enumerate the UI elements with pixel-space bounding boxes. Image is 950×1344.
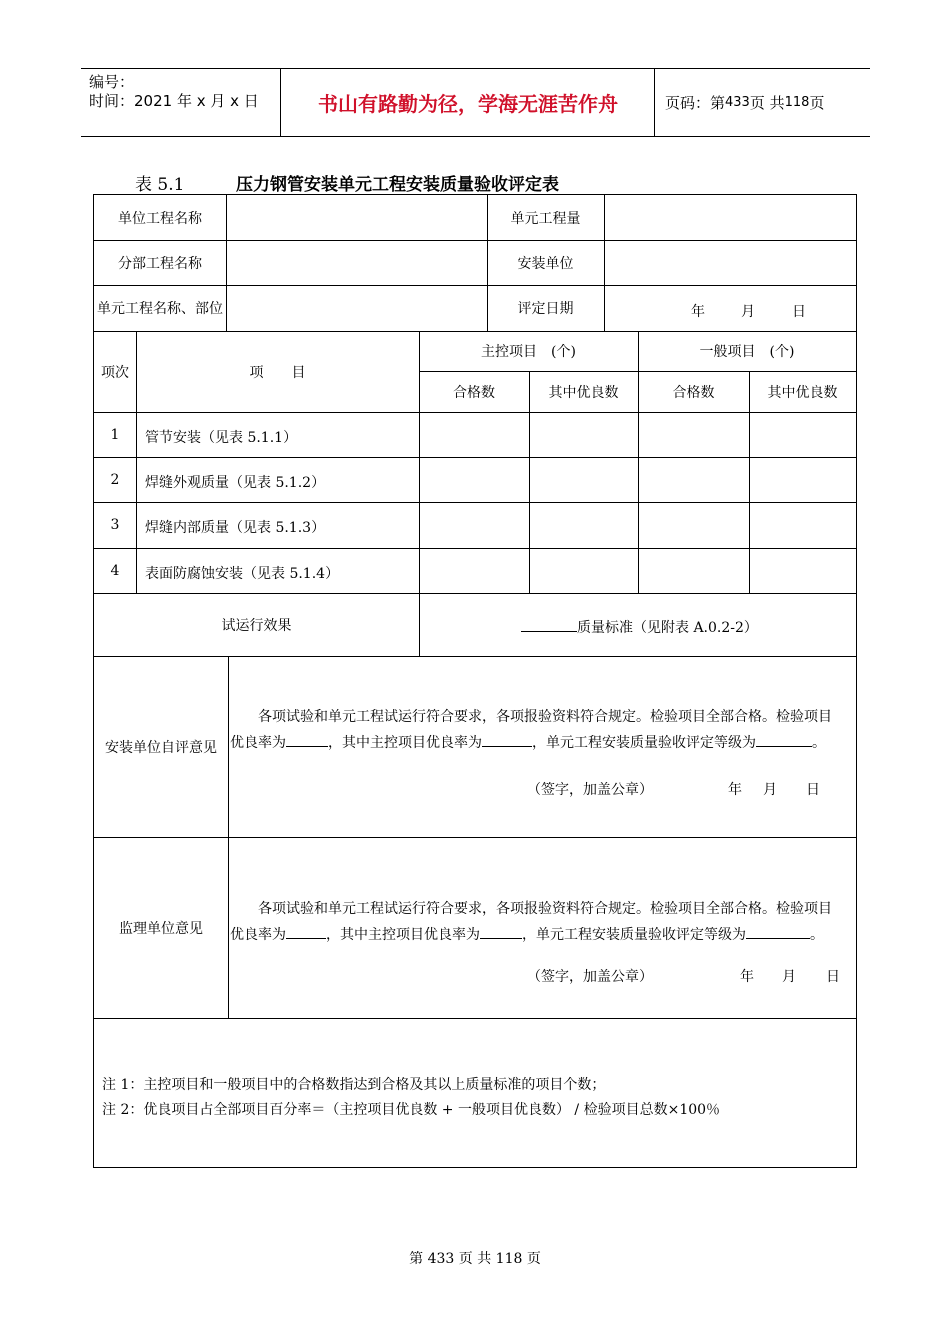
blank bbox=[286, 732, 328, 747]
blank bbox=[746, 924, 810, 939]
document-title: 压力钢管安装单元工程安装质量验收评定表 bbox=[236, 175, 559, 195]
general-excellent-header: 其中优良数 bbox=[767, 384, 838, 401]
blank bbox=[286, 924, 326, 939]
note-1: 注 1：主控项目和一般项目中的合格数指达到合格及其以上质量标准的项目个数； bbox=[102, 1077, 606, 1093]
install-unit-label: 安装单位 bbox=[517, 255, 574, 272]
header-page-info bbox=[655, 69, 870, 136]
page-suffix: 页 bbox=[809, 94, 825, 112]
grade-blank bbox=[521, 617, 577, 632]
item-name: 管节安装（见表 5.1.1） bbox=[145, 430, 298, 446]
text-part: ，单元工程安装质量验收评定等级为 bbox=[532, 735, 756, 751]
self-eval-month: 月 bbox=[763, 782, 777, 798]
supervision-line1: 各项试验和单元工程试运行符合要求，各项报验资料符合规定。检验项目全部合格。检验项目 bbox=[258, 901, 832, 917]
supervision-year: 年 bbox=[740, 969, 754, 985]
eval-date-label: 评定日期 bbox=[517, 301, 574, 317]
text-part: ，单元工程安装质量验收评定等级为 bbox=[522, 927, 746, 943]
page-prefix: 页码：第 bbox=[665, 94, 726, 112]
supervision-label: 监理单位意见 bbox=[119, 920, 203, 937]
blank bbox=[480, 924, 522, 939]
footer-prefix: 第 bbox=[409, 1251, 424, 1267]
self-eval-label: 安装单位自评意见 bbox=[105, 739, 217, 756]
supervision-sign: （签字，加盖公章） bbox=[527, 969, 653, 985]
supervision-text bbox=[230, 896, 856, 948]
number-label: 编号： bbox=[89, 73, 135, 91]
main-excellent-header: 其中优良数 bbox=[548, 384, 619, 401]
text-part: 。 bbox=[810, 927, 824, 943]
page-mid: 页 共 bbox=[749, 94, 785, 112]
supervision-day: 日 bbox=[826, 969, 840, 985]
unit-element-qty-label: 单元工程量 bbox=[510, 210, 581, 227]
item-name: 焊缝外观质量（见表 5.1.2） bbox=[145, 475, 326, 491]
text-part: 优良率为 bbox=[230, 735, 286, 751]
self-eval-line2 bbox=[230, 730, 856, 756]
blank bbox=[756, 732, 812, 747]
eval-date-year: 年 bbox=[691, 304, 705, 320]
col-seq-header: 项次 bbox=[101, 364, 129, 381]
division-project-label: 分部工程名称 bbox=[118, 255, 202, 272]
footer-current: 433 bbox=[427, 1251, 455, 1267]
note-2: 注 2：优良项目占全部项目百分率＝（主控项目优良数 + 一般项目优良数） / 检验项目总数×100％ bbox=[102, 1102, 721, 1118]
item-name: 焊缝内部质量（见表 5.1.3） bbox=[145, 520, 326, 536]
text-part: ，其中主控项目优良率为 bbox=[328, 735, 482, 751]
supervision-line2 bbox=[230, 922, 856, 948]
eval-date-month: 月 bbox=[741, 304, 755, 320]
text-part: 。 bbox=[812, 735, 826, 751]
page-footer bbox=[0, 1248, 950, 1268]
trial-label: 试运行效果 bbox=[221, 617, 292, 634]
item-no: 3 bbox=[110, 517, 120, 533]
page-total: 118 bbox=[784, 95, 810, 110]
blank bbox=[482, 732, 532, 747]
supervision-month: 月 bbox=[782, 969, 796, 985]
self-eval-text bbox=[230, 704, 856, 756]
footer-mid: 页 共 bbox=[458, 1251, 492, 1267]
time-label: 时间：2021 年 x 月 x 日 bbox=[89, 92, 259, 110]
main-qualified-header: 合格数 bbox=[453, 384, 495, 401]
eval-date-day: 日 bbox=[792, 304, 806, 320]
col-item-header: 项 目 bbox=[249, 364, 306, 381]
evaluation-table bbox=[93, 194, 857, 1168]
trial-standard-text: 质量标准（见附表 A.0.2-2） bbox=[577, 620, 758, 636]
item-no: 2 bbox=[110, 471, 120, 488]
self-eval-year: 年 bbox=[728, 782, 742, 798]
header-meta bbox=[81, 69, 281, 136]
item-no: 1 bbox=[110, 426, 120, 443]
unit-project-label: 单位工程名称 bbox=[118, 210, 202, 227]
header-motto: 书山有路勤为径，学海无涯苦作舟 bbox=[282, 69, 655, 136]
footer-suffix: 页 bbox=[526, 1251, 541, 1267]
text-part: ，其中主控项目优良率为 bbox=[326, 927, 480, 943]
general-qualified-header: 合格数 bbox=[672, 384, 715, 401]
element-name-label: 单元工程名称、部位 bbox=[97, 301, 223, 317]
item-no: 4 bbox=[110, 562, 120, 579]
general-group-header: 一般项目 (个) bbox=[699, 344, 795, 360]
footer-total: 118 bbox=[495, 1251, 523, 1267]
item-name: 表面防腐蚀安装（见表 5.1.4） bbox=[145, 566, 340, 582]
self-eval-sign: （签字，加盖公章） bbox=[527, 782, 653, 798]
page-header bbox=[81, 68, 870, 137]
self-eval-line1: 各项试验和单元工程试运行符合要求，各项报验资料符合规定。检验项目全部合格。检验项目 bbox=[258, 709, 832, 725]
self-eval-day: 日 bbox=[806, 782, 820, 798]
text-part: 优良率为 bbox=[230, 927, 286, 943]
page-current: 433 bbox=[725, 95, 750, 110]
table-number: 表 5.1 bbox=[135, 175, 185, 195]
trial-standard bbox=[521, 617, 758, 637]
main-group-header: 主控项目 (个) bbox=[481, 344, 576, 360]
